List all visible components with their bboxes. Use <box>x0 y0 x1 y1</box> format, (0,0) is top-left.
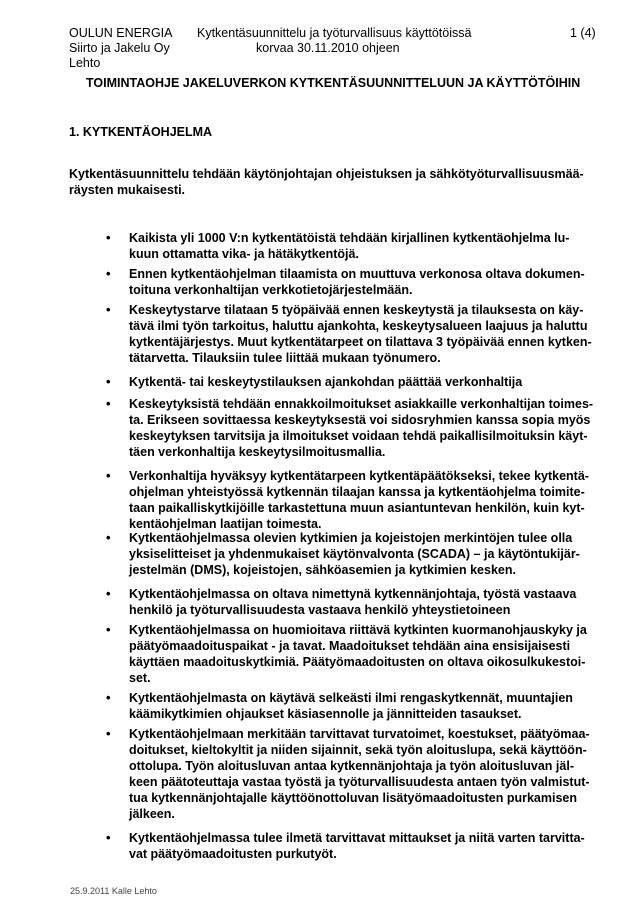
bullet-line: Kytkentäohjelmaan merkitään tarvittavat turvatoimet, koestukset, päätyömaa- <box>129 727 590 741</box>
bullet-line: Keskeytystarve tilataan 5 työpäivää ennen keskeytystä ja tilauksesta on käy- <box>129 303 584 317</box>
bullet-line: ohjelman yhteistyössä kytkennän tilaajan kanssa ja kytkentäohjelma toimite- <box>129 485 585 499</box>
section-heading: 1. KYTKENTÄOHJELMA <box>69 125 213 139</box>
bullet-line: kentäohjelman laatijan toimesta. <box>129 517 322 531</box>
bullet-line: henkilö ja työturvallisuudesta vastaava henkilö yhteystietoineen <box>129 603 511 617</box>
page-number: 1 (4) <box>570 26 596 40</box>
bullet-line: Kytkentäohjelmassa olevien kytkimien ja kojeistojen merkintöjen tulee olla <box>129 531 573 545</box>
bullet-icon: • <box>106 468 111 483</box>
bullet-line: Keskeytyksistä tehdään ennakkoilmoitukset asiakkaille verkonhaltijan toimes- <box>129 397 594 411</box>
author-name: Lehto <box>69 56 101 70</box>
bullet-line: Kytkentäohjelmassa on huomioitava riittävä kytkinten kuormanohjauskyky ja <box>129 623 587 637</box>
bullet-line: täen verkonhaltija keskeytysilmoitusmallia. <box>129 445 386 459</box>
bullet-line: jestelmän (DMS), kojeistojen, sähköasemien ja kytkimien kesken. <box>129 563 516 577</box>
bullet-icon: • <box>106 586 111 601</box>
document-subtitle: korvaa 30.11.2010 ohjeen <box>256 41 400 55</box>
bullet-icon: • <box>106 374 111 389</box>
bullet-line: Kytkentäohjelmassa tulee ilmetä tarvittavat mittaukset ja niitä varten tarvitta- <box>129 831 585 845</box>
bullet-line: tätarvetta. Tilauksiin tulee liittää mukaan työnumero. <box>129 351 441 365</box>
bullet-line: tua kytkennänjohtajalle käyttöönottoluvan lisätyömaadoitusten purkamisen <box>129 791 578 805</box>
bullet-icon: • <box>106 396 111 411</box>
organization-name: OULUN ENERGIA <box>69 26 173 40</box>
bullet-line: kytkentäjärjestys. Muut kytkentätarpeet on tilattava 3 työpäivää ennen kytken- <box>129 335 592 349</box>
bullet-text <box>129 302 619 366</box>
bullet-line: taan paikalliskytkijöille tarkastettuna muun asiantuntevan henkilön, kuin kyt- <box>129 501 585 515</box>
bullet-icon: • <box>106 622 111 637</box>
bullet-line: Verkonhaltija hyväksyy kytkentätarpeen kytkentäpäätökseksi, tekee kytkentä- <box>129 469 589 483</box>
bullet-icon: • <box>106 690 111 705</box>
bullet-line: käyttäen maadoituskytkimiä. Päätyömaadoitusten on oltava oikosulkukestoi- <box>129 655 586 669</box>
bullet-text <box>129 726 619 822</box>
bullet-text <box>129 622 619 686</box>
bullet-line: tävä ilmi työn tarkoitus, haluttu ajankohta, keskeytysalueen laajuus ja haluttu <box>129 319 588 333</box>
bullet-line: Kaikista yli 1000 V:n kytkentätöistä tehdään kirjallinen kytkentäohjelma lu- <box>129 231 570 245</box>
bullet-line: keen päätoteuttaja vastaa työstä ja työturvallisuudesta antaen työn valmistut- <box>129 775 590 789</box>
bullet-text <box>129 266 619 298</box>
bullet-line: keskeytyksen tarvitsija ja ilmoitukset voidaan tehdä paikallisilmoituksin käyt- <box>129 429 588 443</box>
bullet-line: Kytkentäohjelmasta on käytävä selkeästi ilmi rengaskytkennät, muuntajien <box>129 691 573 705</box>
bullet-line: käämikytkimien ohjaukset käsiasennolle ja jännitteiden tasaukset. <box>129 707 522 721</box>
bullet-line: Kytkentä- tai keskeytystilauksen ajankohdan päättää verkonhaltija <box>129 375 523 389</box>
bullet-icon: • <box>106 230 111 245</box>
bullet-line: päätyömaadoituspaikat - ja tavat. Maadoitukset tehdään aina ensisijaisesti <box>129 639 571 653</box>
main-heading: TOIMINTAOHJE JAKELUVERKON KYTKENTÄSUUNNITTELUUN JA KÄYTTÖTÖIHIN <box>86 76 581 90</box>
bullet-text <box>129 690 619 722</box>
bullet-line: toituna verkonhaltijan verkkotietojärjestelmään. <box>129 283 413 297</box>
bullet-line: yksiselitteiset ja yhdenmukaiset käytönvalvonta (SCADA) – ja käytöntukijär- <box>129 547 580 561</box>
intro-line: räysten mukaisesti. <box>69 183 186 197</box>
bullet-line: Ennen kytkentäohjelman tilaamista on muuttuva verkonosa oltava dokumen- <box>129 267 585 281</box>
bullet-text <box>129 230 619 262</box>
bullet-text <box>129 830 619 862</box>
bullet-icon: • <box>106 830 111 845</box>
bullet-text <box>129 586 619 618</box>
bullet-line: set. <box>129 671 151 685</box>
bullet-text <box>129 374 619 390</box>
bullet-line: vat päätyömaadoitusten purkutyöt. <box>129 847 337 861</box>
intro-paragraph <box>69 166 614 198</box>
organization-unit: Siirto ja Jakelu Oy <box>69 41 170 55</box>
bullet-icon: • <box>106 530 111 545</box>
bullet-line: doitukset, kieltokyltit ja niiden sijainnit, sekä työn aloituslupa, sekä käyttöön- <box>129 743 587 757</box>
bullet-text <box>129 468 619 532</box>
bullet-icon: • <box>106 266 111 281</box>
document-title: Kytkentäsuunnittelu ja työturvallisuus käyttötöissä <box>197 26 472 40</box>
bullet-line: Kytkentäohjelmassa on oltava nimettynä kytkennänjohtaja, työstä vastaava <box>129 587 577 601</box>
bullet-line: jälkeen. <box>129 807 175 821</box>
intro-line: Kytkentäsuunnittelu tehdään käytönjohtajan ohjeistuksen ja sähkötyöturvallisuusmää- <box>69 167 584 181</box>
bullet-line: ottolupa. Työn aloitusluvan antaa kytkennänjohtaja ja työn aloitusluvan jäl- <box>129 759 574 773</box>
bullet-icon: • <box>106 726 111 741</box>
bullet-text <box>129 396 619 460</box>
bullet-line: ta. Erikseen sovittaessa keskeytyksestä voi sidosryhmien kanssa sopia myös <box>129 413 591 427</box>
bullet-icon: • <box>106 302 111 317</box>
footer-signature: 25.9.2011 Kalle Lehto <box>70 886 157 896</box>
bullet-line: kuun ottamatta vika- ja hätäkytkentöjä. <box>129 247 359 261</box>
bullet-text <box>129 530 619 578</box>
